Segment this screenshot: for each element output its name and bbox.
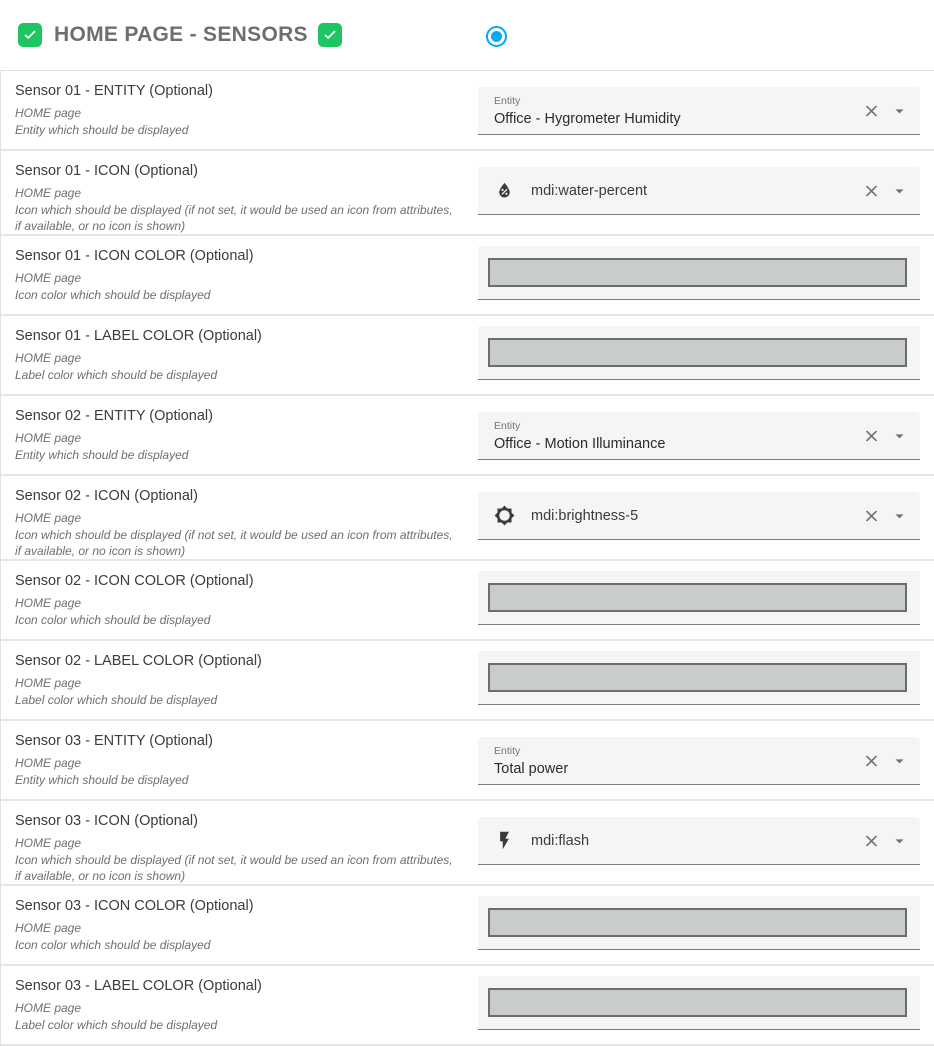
menu-down-icon [890, 101, 909, 120]
color-field-wrapper [478, 976, 920, 1030]
row-text [1, 236, 478, 314]
entity-select-field[interactable] [478, 737, 920, 785]
field-column [478, 801, 920, 884]
page-title: HOME PAGE - SENSORS [54, 23, 308, 46]
row-description: Label color which should be displayed [15, 367, 218, 382]
row-subtitle: HOME page [15, 351, 82, 365]
config-row [1, 886, 934, 966]
row-subtitle: HOME page [15, 756, 82, 770]
dropdown-button[interactable] [890, 426, 909, 445]
row-description: Icon which should be displayed (if not set, it would be used an icon from attributes, if available, or no icon is shown) [15, 527, 453, 558]
config-row [1, 561, 934, 641]
row-title: Sensor 01 - ICON COLOR (Optional) [15, 248, 254, 264]
row-description: Icon color which should be displayed [15, 287, 211, 302]
row-description: Icon color which should be displayed [15, 612, 211, 627]
row-text [1, 801, 478, 884]
row-description: Entity which should be displayed [15, 772, 189, 787]
row-title: Sensor 03 - ENTITY (Optional) [15, 733, 213, 749]
row-text [1, 476, 478, 559]
row-title: Sensor 02 - ICON COLOR (Optional) [15, 573, 254, 589]
field-column [478, 641, 920, 719]
row-title: Sensor 02 - ICON (Optional) [15, 488, 198, 504]
row-title: Sensor 01 - ENTITY (Optional) [15, 83, 213, 99]
menu-down-icon [890, 751, 909, 770]
field-column [478, 71, 920, 149]
row-text [1, 886, 478, 964]
dropdown-button[interactable] [890, 101, 909, 120]
config-row [1, 721, 934, 801]
row-text [1, 71, 478, 149]
field-value: Office - Hygrometer Humidity [494, 110, 681, 127]
color-input[interactable] [488, 258, 907, 287]
row-subtitle: HOME page [15, 836, 82, 850]
field-text [478, 745, 568, 777]
row-title: Sensor 02 - ENTITY (Optional) [15, 408, 213, 424]
field-value: mdi:brightness-5 [531, 507, 639, 524]
brightness-5-icon [494, 505, 515, 526]
field-value: Total power [494, 760, 569, 777]
field-actions [862, 426, 909, 445]
row-subtitle: HOME page [15, 676, 82, 690]
lead-icon-wrap [494, 180, 515, 201]
menu-down-icon [890, 426, 909, 445]
field-actions [862, 101, 909, 120]
entity-select-field[interactable] [478, 412, 920, 460]
row-subtitle: HOME page [15, 596, 82, 610]
dropdown-button[interactable] [890, 751, 909, 770]
field-column [478, 151, 920, 234]
lead-icon-wrap [494, 830, 515, 851]
icon-select-field[interactable] [478, 492, 920, 540]
lead-icon-wrap [494, 505, 515, 526]
config-row [1, 641, 934, 721]
radio-button-selected[interactable] [486, 26, 507, 47]
clear-button[interactable] [862, 426, 881, 445]
row-text [1, 561, 478, 639]
color-field-wrapper [478, 651, 920, 705]
row-text [1, 641, 478, 719]
color-input[interactable] [488, 988, 907, 1017]
field-label: Entity [494, 419, 521, 432]
config-row [1, 476, 934, 561]
color-input[interactable] [488, 908, 907, 937]
field-text [478, 95, 681, 127]
config-row [1, 396, 934, 476]
row-subtitle: HOME page [15, 511, 82, 525]
close-icon [862, 181, 881, 200]
config-row [1, 151, 934, 236]
field-actions [862, 506, 909, 525]
entity-select-field[interactable] [478, 87, 920, 135]
row-description: Label color which should be displayed [15, 692, 218, 707]
row-title: Sensor 03 - ICON COLOR (Optional) [15, 898, 254, 914]
row-description: Entity which should be displayed [15, 122, 189, 137]
field-actions [862, 751, 909, 770]
row-title: Sensor 01 - ICON (Optional) [15, 163, 198, 179]
row-text [1, 721, 478, 799]
field-text [478, 420, 665, 452]
icon-select-field[interactable] [478, 167, 920, 215]
dropdown-button[interactable] [890, 181, 909, 200]
row-text [1, 316, 478, 394]
clear-button[interactable] [862, 101, 881, 120]
row-description: Label color which should be displayed [15, 1017, 218, 1032]
checkbox-checked-icon[interactable] [18, 23, 42, 47]
field-column [478, 316, 920, 394]
dropdown-button[interactable] [890, 506, 909, 525]
row-subtitle: HOME page [15, 1001, 82, 1015]
row-text [1, 396, 478, 474]
menu-down-icon [890, 506, 909, 525]
field-column [478, 476, 920, 559]
close-icon [862, 426, 881, 445]
row-title: Sensor 03 - LABEL COLOR (Optional) [15, 978, 262, 994]
radio-dot [491, 31, 502, 42]
row-title: Sensor 02 - LABEL COLOR (Optional) [15, 653, 262, 669]
config-row [1, 316, 934, 396]
dropdown-button[interactable] [890, 831, 909, 850]
config-row [1, 236, 934, 316]
menu-down-icon [890, 181, 909, 200]
color-field-wrapper [478, 896, 920, 950]
field-actions [862, 181, 909, 200]
row-description: Icon which should be displayed (if not set, it would be used an icon from attributes, if available, or no icon is shown) [15, 852, 453, 883]
color-input[interactable] [488, 583, 907, 612]
row-description: Icon which should be displayed (if not set, it would be used an icon from attributes, if available, or no icon is shown) [15, 202, 453, 233]
row-title: Sensor 01 - LABEL COLOR (Optional) [15, 328, 262, 344]
field-label: Entity [494, 744, 521, 757]
field-value: mdi:water-percent [531, 182, 648, 199]
field-column [478, 886, 920, 964]
close-icon [862, 831, 881, 850]
row-text [1, 966, 478, 1044]
flash-icon [494, 830, 515, 851]
row-subtitle: HOME page [15, 186, 82, 200]
icon-select-field[interactable] [478, 817, 920, 865]
field-value: Office - Motion Illuminance [494, 435, 666, 452]
color-field-wrapper [478, 246, 920, 300]
check-icon [321, 26, 339, 44]
clear-button[interactable] [862, 751, 881, 770]
section-header [0, 0, 934, 71]
row-description: Entity which should be displayed [15, 447, 189, 462]
field-column [478, 236, 920, 314]
row-description: Icon color which should be displayed [15, 937, 211, 952]
clear-button[interactable] [862, 831, 881, 850]
sensor-config-list [0, 71, 934, 1046]
clear-button[interactable] [862, 181, 881, 200]
row-subtitle: HOME page [15, 921, 82, 935]
config-row [1, 71, 934, 151]
clear-button[interactable] [862, 506, 881, 525]
water-percent-icon [494, 180, 515, 201]
field-column [478, 966, 920, 1044]
row-subtitle: HOME page [15, 106, 82, 120]
config-row [1, 966, 934, 1046]
close-icon [862, 506, 881, 525]
close-icon [862, 101, 881, 120]
field-label: Entity [494, 94, 521, 107]
row-subtitle: HOME page [15, 431, 82, 445]
color-input[interactable] [488, 663, 907, 692]
close-icon [862, 751, 881, 770]
row-title: Sensor 03 - ICON (Optional) [15, 813, 198, 829]
field-column [478, 721, 920, 799]
field-actions [862, 831, 909, 850]
row-text [1, 151, 478, 234]
color-field-wrapper [478, 571, 920, 625]
row-subtitle: HOME page [15, 271, 82, 285]
field-value: mdi:flash [531, 832, 590, 849]
field-column [478, 561, 920, 639]
config-row [1, 801, 934, 886]
color-input[interactable] [488, 338, 907, 367]
checkbox-checked-icon[interactable] [318, 23, 342, 47]
field-column [478, 396, 920, 474]
color-field-wrapper [478, 326, 920, 380]
menu-down-icon [890, 831, 909, 850]
check-icon [21, 26, 39, 44]
